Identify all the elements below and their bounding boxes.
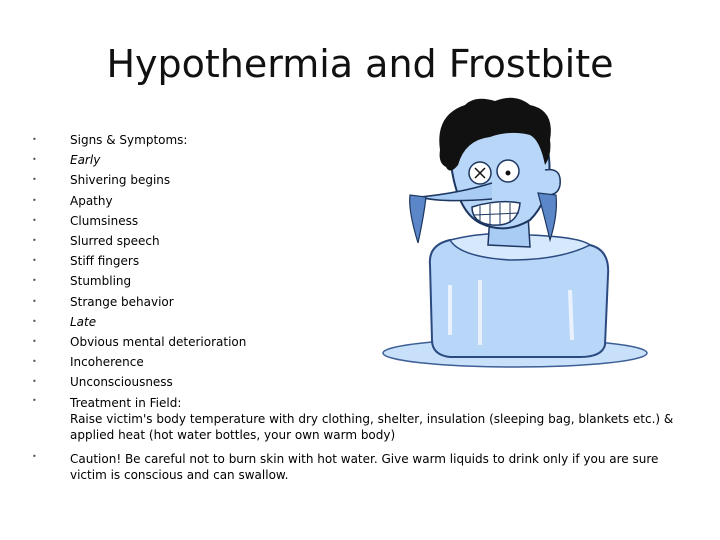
bullet-icon: • xyxy=(32,395,37,405)
list-item: • Slurred speech xyxy=(28,231,688,251)
bullet-icon: • xyxy=(32,451,37,461)
list-item: • Stiff fingers xyxy=(28,251,688,271)
list-item: • Shivering begins xyxy=(28,170,688,190)
list-item: • Unconsciousness xyxy=(28,372,688,392)
bullet-icon: • xyxy=(32,175,37,185)
list-item: • Incoherence xyxy=(28,352,688,372)
bullet-icon: • xyxy=(32,337,37,347)
slide-title: Hypothermia and Frostbite xyxy=(106,42,614,86)
bullet-icon: • xyxy=(32,377,37,387)
bullet-icon: • xyxy=(32,296,37,306)
bullet-icon: • xyxy=(32,316,37,326)
bullet-icon: • xyxy=(32,135,37,144)
list-item: • Caution! Be careful not to burn skin with hot water. Give warm liquids to drink only if you are sure victim is conscious and can swallow. xyxy=(28,449,688,485)
list-item: • Clumsiness xyxy=(28,211,688,231)
list-item: • Strange behavior xyxy=(28,292,688,312)
bullet-icon: • xyxy=(32,215,37,225)
list-item: • Stumbling xyxy=(28,271,688,291)
list-item: • Obvious mental deterioration xyxy=(28,332,688,352)
bullet-icon: • xyxy=(32,236,37,246)
list-item: • Treatment in Field: Raise victim's body temperature with dry clothing, shelter, insulation (sleeping bag, blankets etc.) & applied heat (hot water bottles, your own warm body) xyxy=(28,393,688,445)
bullet-icon: • xyxy=(32,155,37,165)
list-item: • Apathy xyxy=(28,191,688,211)
bullet-icon: • xyxy=(32,195,37,205)
bullet-icon: • xyxy=(32,256,37,266)
bullet-icon: • xyxy=(32,276,37,286)
frozen-man-illustration xyxy=(380,95,650,370)
icicle-ear xyxy=(538,193,556,240)
bullet-icon: • xyxy=(32,357,37,367)
icicle-nose xyxy=(410,195,426,243)
list-item: • Early xyxy=(28,150,688,170)
list-item: • Late xyxy=(28,312,688,332)
list-item: • Signs & Symptoms: xyxy=(28,130,688,150)
ear xyxy=(542,170,560,196)
